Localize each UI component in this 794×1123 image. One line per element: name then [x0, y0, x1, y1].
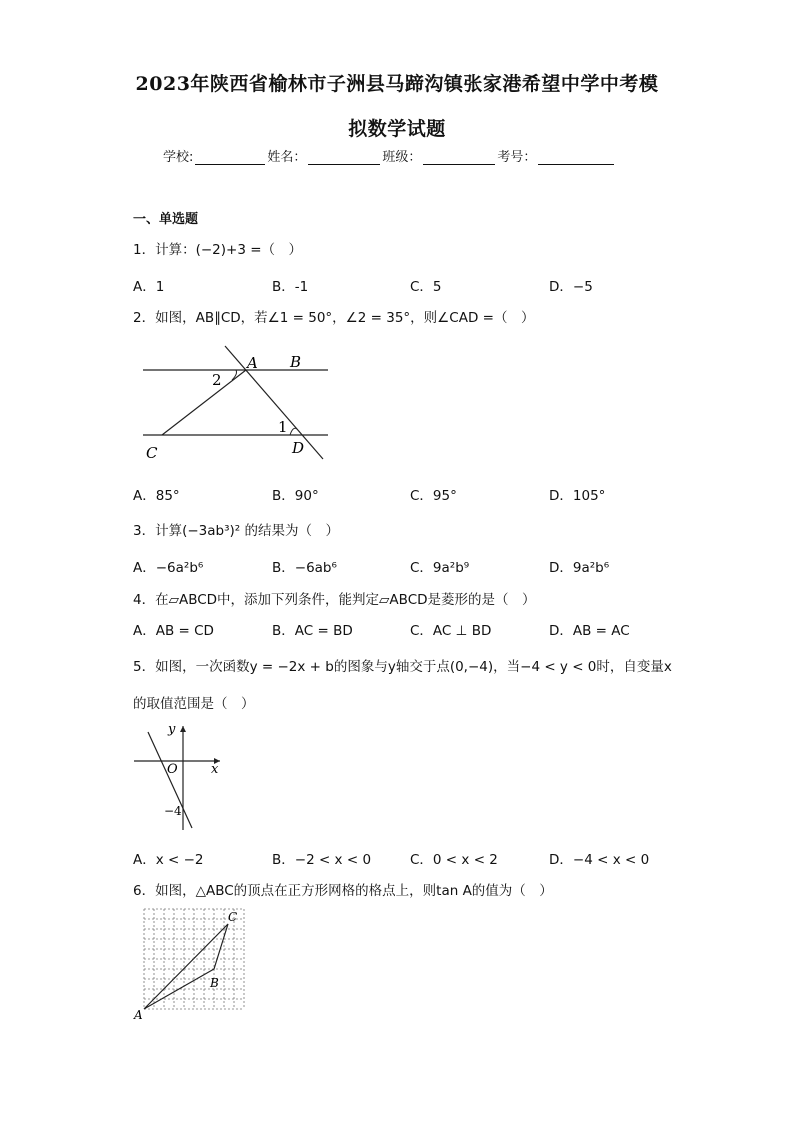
label-c: C — [228, 910, 238, 924]
section-heading: 一、单选题 — [133, 212, 199, 227]
class-blank[interactable] — [423, 150, 495, 165]
y-axis-arrow — [180, 726, 186, 732]
q3-option-c[interactable]: C．9a²b⁹ — [410, 560, 470, 576]
q4-option-c[interactable]: C．AC ⊥ BD — [410, 623, 492, 639]
q1-option-b[interactable]: B．-1 — [272, 279, 309, 295]
q1-option-a[interactable]: A．1 — [133, 279, 165, 295]
label-b: B — [290, 353, 302, 371]
label-angle-2: 2 — [212, 371, 222, 389]
question-3-stem: 3．计算(−3ab³)² 的结果为（ ） — [133, 523, 339, 539]
school-label: 学校: — [163, 150, 194, 165]
question-6-stem: 6．如图，△ABC的顶点在正方形网格的格点上，则tan A的值为（ ） — [133, 883, 553, 899]
q2-option-c[interactable]: C．95° — [410, 488, 457, 504]
student-info-row — [163, 146, 616, 165]
question-5-stem: 5．如图，一次函数y = −2x + b的图象与y轴交于点(0,−4)，当−4 < y < 0时，自变量x — [133, 659, 672, 675]
q2-option-d[interactable]: D．105° — [549, 488, 606, 504]
page-title-line2: 拟数学试题 — [348, 118, 446, 140]
q1-option-c[interactable]: C．5 — [410, 279, 442, 295]
label-a: A — [134, 1008, 143, 1022]
q3-option-a[interactable]: A．−6a²b⁶ — [133, 560, 204, 576]
question-5-stem-cont: 的取值范围是（ ） — [133, 696, 255, 712]
label-origin: O — [167, 762, 178, 777]
label-x: x — [211, 762, 219, 777]
q5-figure — [128, 720, 228, 832]
transversal-ad — [225, 346, 323, 459]
question-2-stem: 2．如图，AB∥CD，若∠1 = 50°，∠2 = 35°，则∠CAD =（ ） — [133, 310, 535, 326]
q2-option-b[interactable]: B．90° — [272, 488, 319, 504]
triangle-abc — [144, 924, 228, 1009]
q6-figure — [132, 904, 250, 1022]
angle-1-arc — [290, 428, 297, 435]
label-a: A — [247, 354, 258, 372]
q5-option-c[interactable]: C．0 < x < 2 — [410, 852, 498, 868]
label-angle-1: 1 — [278, 418, 288, 436]
label-y: y — [168, 722, 176, 737]
q4-option-a[interactable]: A．AB = CD — [133, 623, 214, 639]
q2-option-a[interactable]: A．85° — [133, 488, 180, 504]
q5-option-d[interactable]: D．−4 < x < 0 — [549, 852, 650, 868]
q3-option-b[interactable]: B．−6ab⁶ — [272, 560, 337, 576]
q5-option-b[interactable]: B．−2 < x < 0 — [272, 852, 372, 868]
name-blank[interactable] — [308, 150, 380, 165]
label-minus4: −4 — [164, 804, 182, 818]
q4-option-d[interactable]: D．AB = AC — [549, 623, 630, 639]
q5-option-a[interactable]: A．x < −2 — [133, 852, 204, 868]
q4-option-b[interactable]: B．AC = BD — [272, 623, 353, 639]
question-4-stem: 4．在▱ABCD中，添加下列条件，能判定▱ABCD是菱形的是（ ） — [133, 592, 536, 608]
segment-ca — [162, 370, 246, 435]
label-b: B — [210, 976, 219, 990]
q2-figure — [135, 340, 335, 465]
exam-no-label: 考号： — [497, 150, 537, 165]
exam-no-blank[interactable] — [538, 150, 614, 165]
q1-option-d[interactable]: D．−5 — [549, 279, 593, 295]
name-label: 姓名： — [267, 150, 307, 165]
class-label: 班级： — [382, 150, 422, 165]
page-title-line1: 2023年陕西省榆林市子洲县马蹄沟镇张家港希望中学中考模 — [135, 73, 659, 95]
label-c: C — [146, 444, 158, 462]
q3-option-d[interactable]: D．9a²b⁶ — [549, 560, 610, 576]
question-1-stem: 1．计算：(−2)+3 =（ ） — [133, 242, 303, 258]
label-d: D — [292, 439, 305, 457]
school-blank[interactable] — [195, 150, 265, 165]
